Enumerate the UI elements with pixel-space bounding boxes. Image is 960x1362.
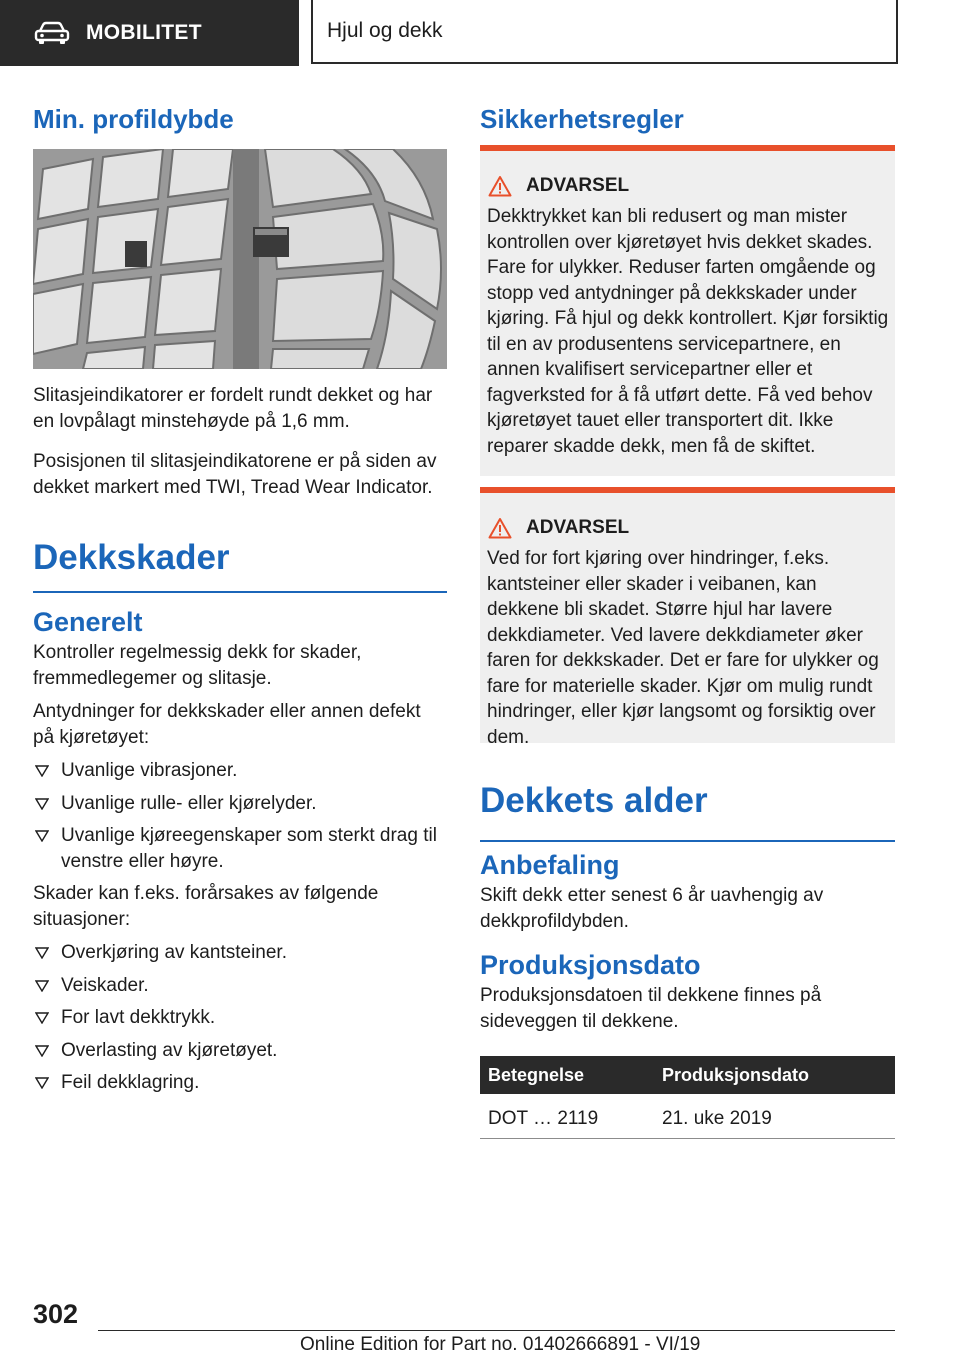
triangle-bullet-icon — [35, 830, 49, 842]
min-profile-paragraph-1: Slitasjeindikatorer er fordelt rundt dekket og har en lovpålagt minstehøyde på 1,6 mm. — [33, 385, 433, 432]
triangle-bullet-icon — [35, 1012, 49, 1024]
tire-age-heading-rule — [480, 840, 895, 842]
list-item: Uvanlige vibrasjoner. — [33, 758, 447, 784]
warning-text: Dekktrykket kan bli redusert og man mister kontrollen over kjøretøyet hvis dekket skades. Fare for ulykker. Reduser farten omgående og stopp ved antydninger på dekkskader under kjøring. Få hjul og dekk kontrollert. Kjør forsiktig til en av produsentens servicepartnere, en annen kvalifisert servicepartner eller et fagverksted for å få utført dette. Få ved behov kjøretøyet tauet eller transportert dit. Ikke reparer skadde dekk, men få de skiftet. — [487, 206, 889, 457]
list-item: Feil dekklagring. — [33, 1070, 447, 1096]
section-tab — [0, 0, 299, 66]
table-header-designation: Betegnelse — [480, 1056, 654, 1094]
list-item: Uvanlige kjøreegenskaper som sterkt drag til venstre eller høyre. — [33, 823, 447, 874]
warning-title: ADVARSEL — [480, 151, 895, 197]
list-item: Overlasting av kjøretøyet. — [33, 1038, 447, 1064]
triangle-bullet-icon — [35, 980, 49, 992]
list-item: Veiskader. — [33, 973, 447, 999]
footer-rule — [98, 1330, 895, 1331]
warning-box-2 — [480, 487, 895, 748]
damage-heading-rule — [33, 591, 447, 593]
warning-box-1 — [480, 145, 895, 476]
warning-triangle-icon — [488, 175, 512, 197]
recommendation-subheading: Anbefaling — [480, 850, 620, 880]
damage-heading: Dekkskader — [33, 538, 230, 577]
warning-title: ADVARSEL — [480, 493, 895, 539]
chapter-title: Hjul og dekk — [327, 19, 443, 42]
causes-list — [33, 940, 447, 1096]
page-number: 302 — [33, 1299, 79, 1329]
triangle-bullet-icon — [35, 947, 49, 959]
causes-intro: Skader kan f.eks. forårsakes av følgende situasjoner: — [33, 883, 379, 930]
list-item: Overkjøring av kantsteiner. — [33, 940, 447, 966]
warning-text: Ved for fort kjøring over hindringer, f.eks. kantsteiner eller skader i veibanen, kan dekkene bli skadet. Større hjul har lavere dekkdiameter. Ved lavere dekkdiameter øker faren for dekkskader. Det er fare for ulykker og fare for materielle skader. Kjør om mulig rundt hindringer, eller kjør langsomt og forsiktig over dem. — [487, 548, 879, 748]
table-header-production-date: Produksjonsdato — [654, 1056, 895, 1094]
warning-triangle-icon — [488, 517, 512, 539]
production-date-text: Produksjonsdatoen til dekkene finnes på sideveggen til dekkene. — [480, 985, 822, 1032]
general-intro: Kontroller regelmessig dekk for skader, fremmedlegemer og slitasje. — [33, 642, 362, 689]
signs-list — [33, 758, 447, 874]
recommendation-text: Skift dekk etter senest 6 år uavhengig av dekkprofildybden. — [480, 885, 824, 932]
tire-age-heading: Dekkets alder — [480, 781, 708, 820]
tire-tread-illustration — [33, 149, 447, 369]
production-date-table — [480, 1056, 895, 1139]
table-header-row — [480, 1056, 895, 1094]
table-row — [480, 1094, 895, 1139]
section-label: MOBILITET — [86, 21, 202, 44]
table-cell-production-date: 21. uke 2019 — [654, 1094, 895, 1139]
min-profile-paragraph-2: Posisjonen til slitasjeindikatorene er på siden av dekket markert med TWI, Tread Wear Indicator. — [33, 451, 437, 498]
triangle-bullet-icon — [35, 765, 49, 777]
car-icon — [34, 21, 70, 45]
general-subheading: Generelt — [33, 607, 143, 637]
edition-note: Online Edition for Part no. 01402666891 - VI/19 — [300, 1334, 701, 1355]
table-cell-designation: DOT … 2119 — [480, 1094, 654, 1139]
triangle-bullet-icon — [35, 798, 49, 810]
chapter-header — [311, 0, 898, 64]
triangle-bullet-icon — [35, 1077, 49, 1089]
triangle-bullet-icon — [35, 1045, 49, 1057]
list-item: For lavt dekktrykk. — [33, 1005, 447, 1031]
safety-heading: Sikkerhetsregler — [480, 104, 684, 134]
list-item: Uvanlige rulle- eller kjørelyder. — [33, 791, 447, 817]
production-date-subheading: Produksjonsdato — [480, 950, 701, 980]
min-profile-heading: Min. profildybde — [33, 104, 234, 134]
signs-intro: Antydninger for dekkskader eller annen defekt på kjøretøyet: — [33, 701, 421, 748]
